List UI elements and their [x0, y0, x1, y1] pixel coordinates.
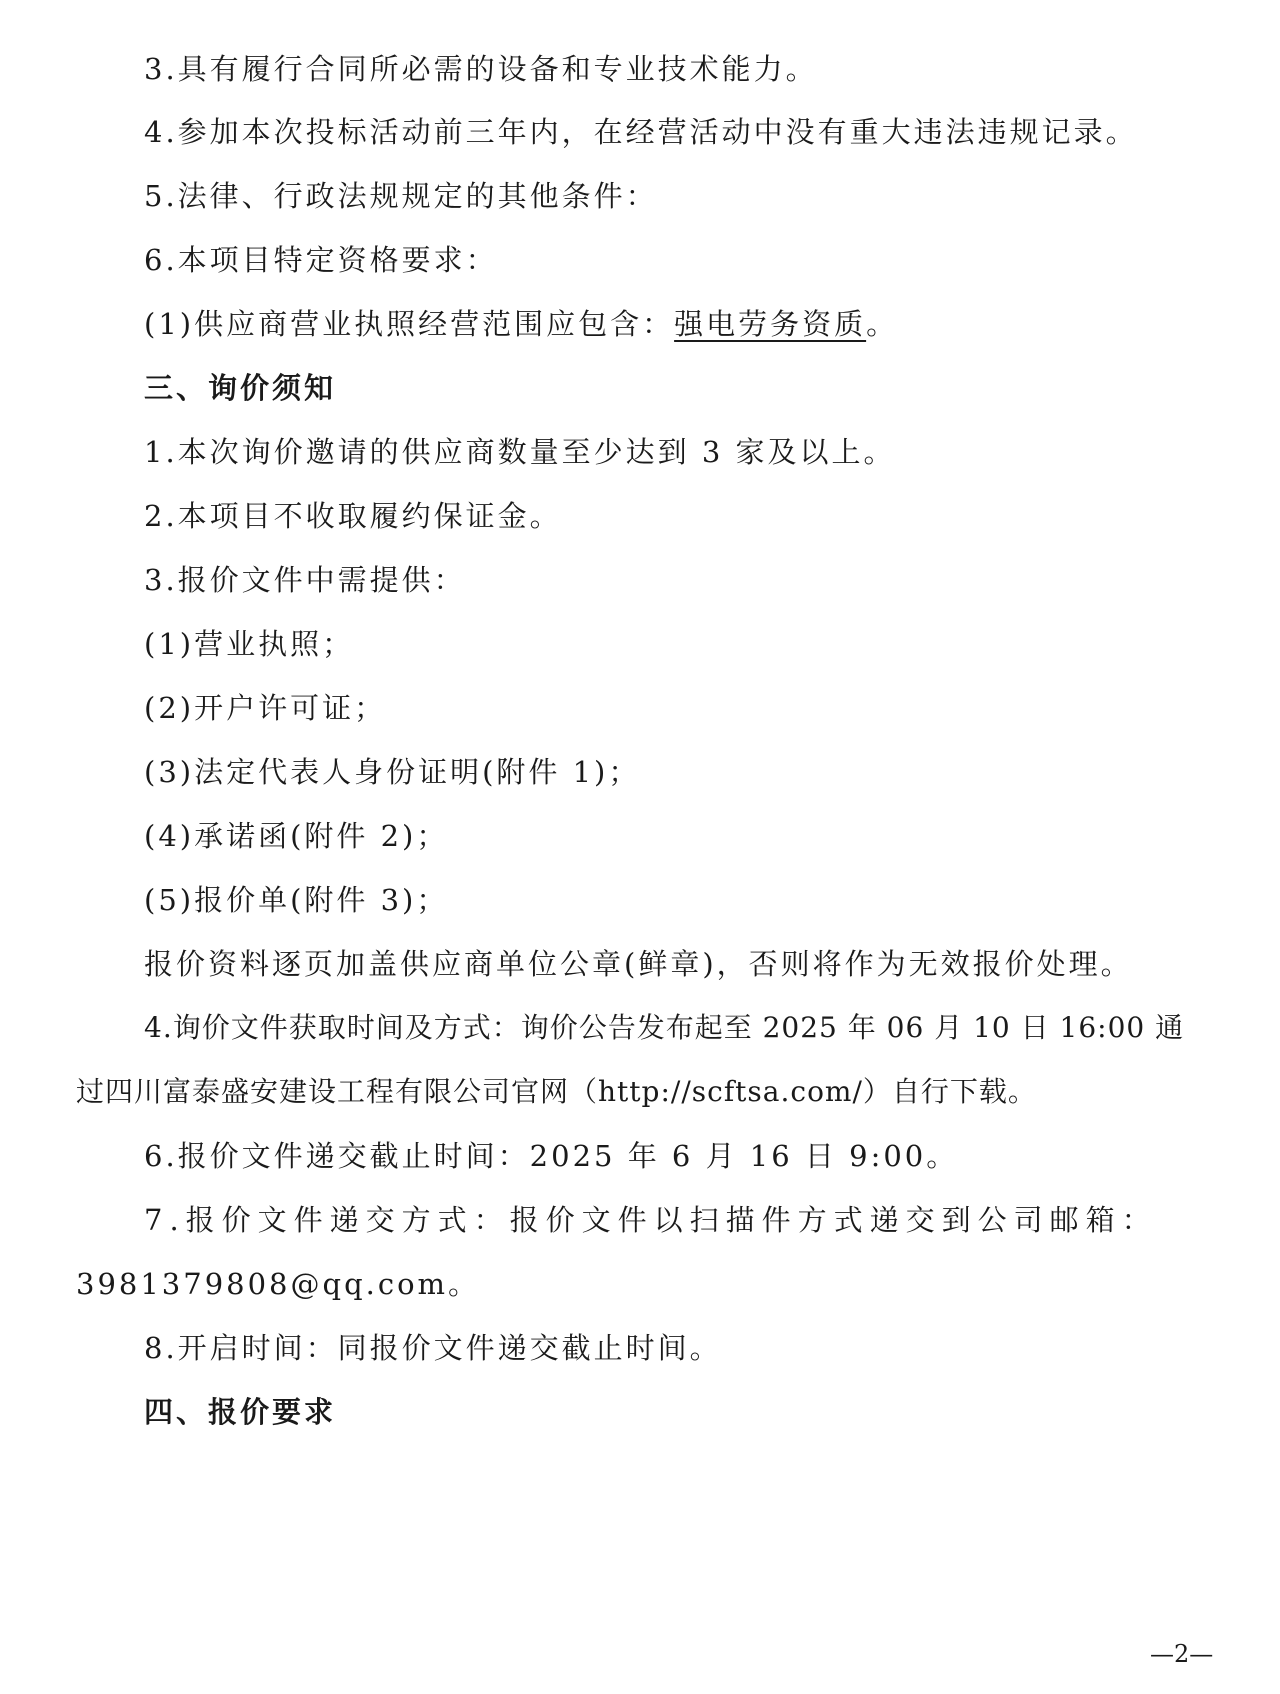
sentence-end: 。 [866, 307, 899, 341]
required-document-2: (2)开户许可证； [144, 691, 387, 725]
qualification-item-4: 4.参加本次投标活动前三年内，在经营活动中没有重大违法违规记录。 [144, 115, 1138, 149]
required-document-1: (1)营业执照； [144, 627, 355, 661]
notice-item-4-line-2: 过四川富泰盛安建设工程有限公司官网（http://scftsa.com/）自行下载。 [76, 1075, 1037, 1108]
required-qualification: 强电劳务资质 [674, 307, 867, 341]
qualification-item-5: 5.法律、行政法规规定的其他条件： [144, 179, 658, 213]
section-heading-inquiry-notice: 三、询价须知 [144, 371, 337, 405]
notice-item-7-line-1: 7.报价文件递交方式：报价文件以扫描件方式递交到公司邮箱： [144, 1203, 1158, 1237]
notice-item-3: 3.报价文件中需提供： [144, 563, 466, 597]
specific-requirement-1-text: (1)供应商营业执照经营范围应包含： [144, 307, 675, 341]
notice-item-1: 1.本次询价邀请的供应商数量至少达到 3 家及以上。 [144, 435, 896, 469]
notice-item-6: 6.报价文件递交截止时间：2025 年 6 月 16 日 9:00。 [144, 1139, 959, 1173]
required-document-4: (4)承诺函(附件 2)； [144, 819, 449, 853]
required-document-5: (5)报价单(附件 3)； [144, 883, 449, 917]
specific-requirement-1 [144, 307, 899, 341]
notice-item-2: 2.本项目不收取履约保证金。 [144, 499, 562, 533]
seal-requirement: 报价资料逐页加盖供应商单位公章(鲜章)，否则将作为无效报价处理。 [144, 947, 1133, 981]
notice-item-4-line-1: 4.询价文件获取时间及方式：询价公告发布起至 2025 年 06 月 10 日 16:00 通 [144, 1011, 1185, 1044]
required-document-3: (3)法定代表人身份证明(附件 1)； [144, 755, 641, 789]
page-number: —2— [1150, 1640, 1214, 1668]
qualification-item-3: 3.具有履行合同所必需的设备和专业技术能力。 [144, 52, 818, 86]
qualification-item-6: 6.本项目特定资格要求： [144, 243, 498, 277]
section-heading-quote-requirements: 四、报价要求 [144, 1395, 337, 1429]
notice-item-8: 8.开启时间：同报价文件递交截止时间。 [144, 1331, 722, 1365]
notice-item-7-email: 3981379808@qq.com。 [76, 1267, 481, 1301]
